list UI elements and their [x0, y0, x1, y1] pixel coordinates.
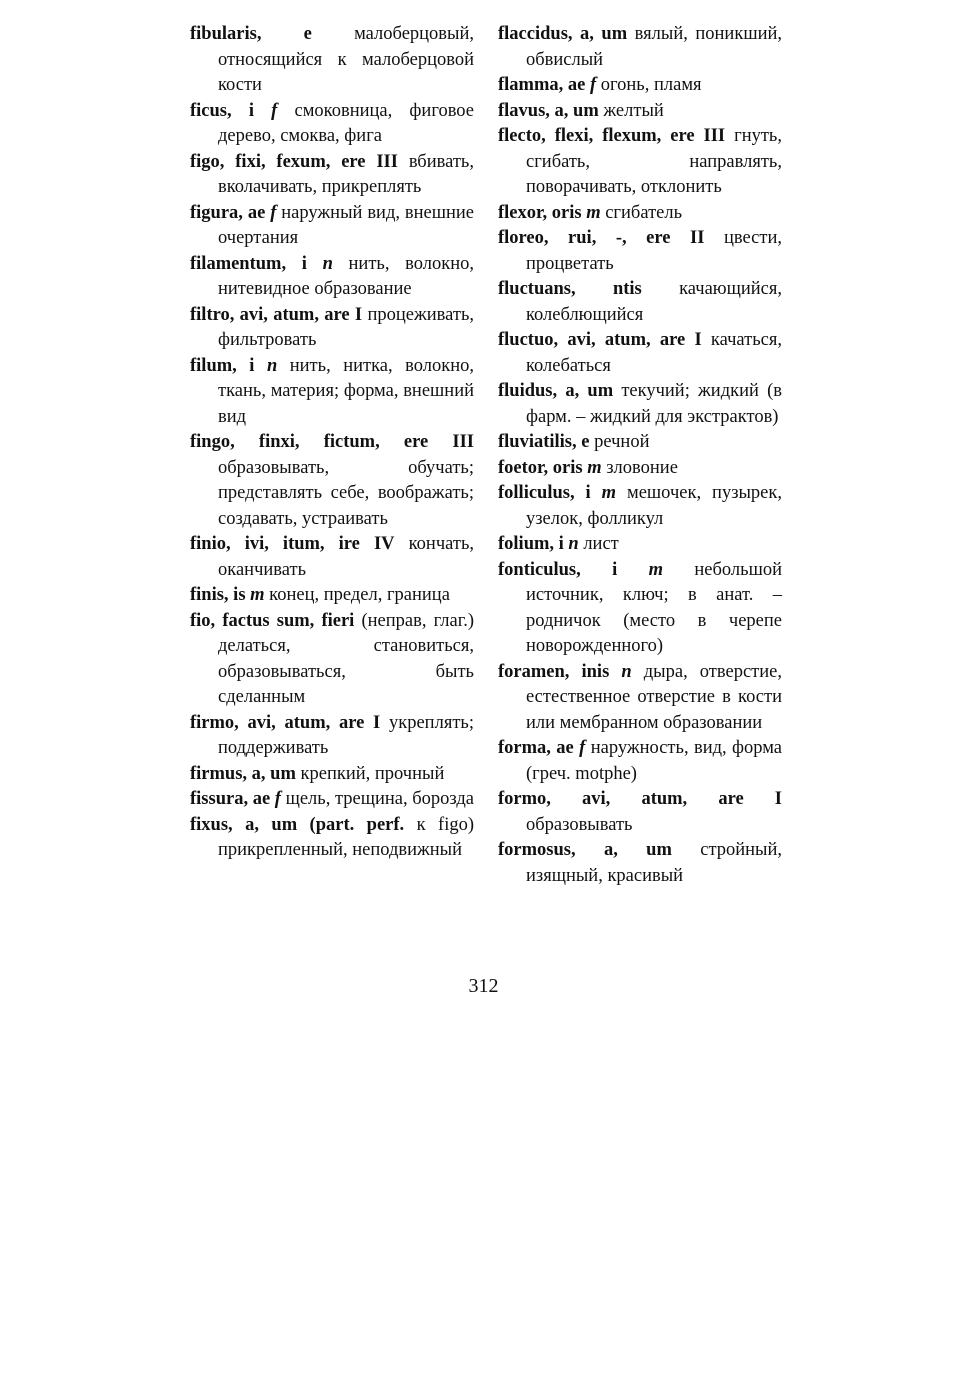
definition: наружный вид, внешние очертания [218, 202, 475, 248]
definition: малоберцовый, относящийся к малоберцовой кости [218, 24, 475, 95]
headword: flavus, a, um [498, 100, 599, 121]
headword: firmo, avi, atum, are I [190, 712, 381, 733]
definition: качающийся, колеблющийся [526, 279, 782, 325]
definition: вялый, поникший, обвислый [526, 24, 782, 70]
definition: укреплять; поддерживать [218, 712, 474, 758]
dictionary-entry [190, 303, 474, 354]
headword: fissura, ae [190, 789, 271, 809]
definition: дыра, отверстие, естественное отверстие в кости или мембранном образовании [526, 661, 782, 733]
headword: foetor, oris [498, 457, 583, 478]
definition: вбивать, вколачивать, прикреплять [218, 151, 474, 197]
dictionary-entry [498, 838, 782, 889]
headword: floreo, rui, -, ere II [498, 228, 705, 248]
dictionary-entry [498, 99, 782, 125]
dictionary-entry [190, 22, 474, 99]
dictionary-entry [190, 711, 474, 762]
definition: текучий; жидкий (в фарм. – жидкий для экстрактов) [526, 381, 783, 427]
headword: fibularis, e [190, 24, 312, 44]
dictionary-entry [190, 583, 474, 609]
definition: крепкий, прочный [300, 763, 445, 784]
dictionary-entry [498, 328, 782, 379]
dictionary-entry [190, 150, 474, 201]
gender-marker: n [322, 253, 333, 274]
definition: желтый [603, 100, 664, 121]
definition: качаться, колебаться [526, 330, 782, 376]
dictionary-entry [190, 609, 474, 711]
gender-marker: m [648, 559, 664, 580]
gender-marker: f [270, 202, 277, 223]
definition: кончать, оканчивать [218, 534, 475, 580]
dictionary-entry [498, 379, 782, 430]
headword: filum, i [190, 355, 255, 376]
definition: лист [583, 534, 619, 554]
headword: flaccidus, a, um [498, 24, 628, 44]
definition: небольшой источник, ключ; в анат. – родничок (место в черепе новорожденного) [526, 559, 783, 656]
gender-marker: m [250, 585, 265, 605]
definition: сгибатель [605, 202, 683, 223]
gender-marker: n [266, 355, 278, 376]
dictionary-entry [190, 813, 474, 864]
headword: folium, i [498, 534, 564, 554]
dictionary-entry [190, 430, 474, 532]
headword: fluctuo, avi, atum, are I [498, 330, 702, 350]
headword: formo, avi, atum, are I [498, 789, 782, 809]
definition: цвести, процветать [526, 228, 783, 274]
definition: гнуть, сгибать, направлять, поворачивать, отклонить [526, 126, 782, 197]
left-column [190, 22, 474, 864]
headword: firmus, a, um [190, 763, 296, 784]
dictionary-entry [498, 481, 782, 532]
headword: figura, ae [190, 202, 266, 223]
definition: образовывать [526, 814, 633, 835]
gender-marker: m [586, 202, 601, 223]
headword: fluidus, a, um [498, 381, 614, 401]
definition: речной [594, 432, 650, 452]
definition: образовывать, обучать; представлять себе, воображать; создавать, устраивать [218, 457, 474, 529]
dictionary-entry [498, 558, 782, 660]
definition: (неправ, глаг.) делаться, становиться, образовываться, быть сделанным [218, 610, 474, 707]
definition: зловоние [606, 457, 678, 478]
headword: flamma, ae [498, 75, 586, 95]
dictionary-entry [190, 532, 474, 583]
headword: formosus, a, um [498, 840, 672, 860]
dictionary-entry [498, 430, 782, 456]
definition: стройный, изящный, красивый [526, 840, 783, 886]
headword: flecto, flexi, flexum, ere III [498, 126, 726, 146]
dictionary-entry [498, 201, 782, 227]
gender-marker: m [601, 483, 617, 503]
headword: fluviatilis, e [498, 432, 590, 452]
definition: наружность, вид, форма (греч. motphe) [526, 738, 783, 784]
headword: finis, is [190, 585, 246, 605]
right-column [498, 22, 782, 889]
dictionary-entry [498, 456, 782, 482]
gender-marker: m [587, 457, 602, 478]
page-number: 312 [468, 975, 499, 997]
definition: нить, волокно, нитевидное образование [218, 253, 475, 299]
headword: filtro, avi, atum, are I [190, 304, 363, 325]
gender-marker: n [568, 534, 579, 554]
dictionary-entry [498, 532, 782, 558]
gender-marker: f [589, 75, 597, 95]
headword: foramen, inis [498, 661, 610, 682]
gender-marker: f [274, 789, 281, 809]
headword: finio, ivi, itum, ire IV [190, 534, 395, 554]
gender-marker: n [621, 661, 632, 682]
gender-marker: f [579, 738, 586, 758]
definition: смоковница, фиговое дерево, смоква, фига [218, 100, 474, 146]
headword: figo, fixi, fexum, ere III [190, 151, 398, 172]
dictionary-entry [498, 226, 782, 277]
dictionary-entry [498, 22, 782, 73]
definition: процеживать, фильтровать [218, 304, 475, 350]
dictionary-entry [190, 762, 474, 788]
dictionary-entry [190, 354, 474, 431]
headword: ficus, i [190, 100, 254, 121]
dictionary-entry [190, 201, 474, 252]
headword: filamentum, i [190, 253, 307, 274]
definition: нить, нитка, волокно, ткань, материя; форма, внешний вид [218, 355, 475, 427]
dictionary-entry [190, 787, 474, 813]
dictionary-entry [498, 787, 782, 838]
headword: fio, factus sum, fieri [190, 610, 355, 631]
definition: мешочек, пузырек, узелок, фолликул [526, 483, 783, 529]
dictionary-entry [498, 73, 782, 99]
definition: конец, предел, граница [269, 585, 450, 605]
definition: огонь, пламя [600, 75, 702, 95]
definition: к figo) прикрепленный, неподвижный [218, 814, 474, 860]
headword: fixus, a, um (part. perf. [190, 814, 405, 835]
gender-marker: f [271, 100, 278, 121]
definition: щель, трещина, борозда [285, 789, 475, 809]
dictionary-entry [190, 99, 474, 150]
headword: folliculus, i [498, 483, 591, 503]
dictionary-entry [498, 660, 782, 737]
headword: flexor, oris [498, 202, 582, 223]
headword: fluctuans, ntis [498, 279, 642, 299]
dictionary-entry [190, 252, 474, 303]
headword: fingo, finxi, fictum, ere III [190, 432, 474, 452]
dictionary-entry [498, 277, 782, 328]
dictionary-entry [498, 736, 782, 787]
headword: fonticulus, i [498, 559, 618, 580]
headword: forma, ae [498, 738, 574, 758]
dictionary-entry [498, 124, 782, 201]
